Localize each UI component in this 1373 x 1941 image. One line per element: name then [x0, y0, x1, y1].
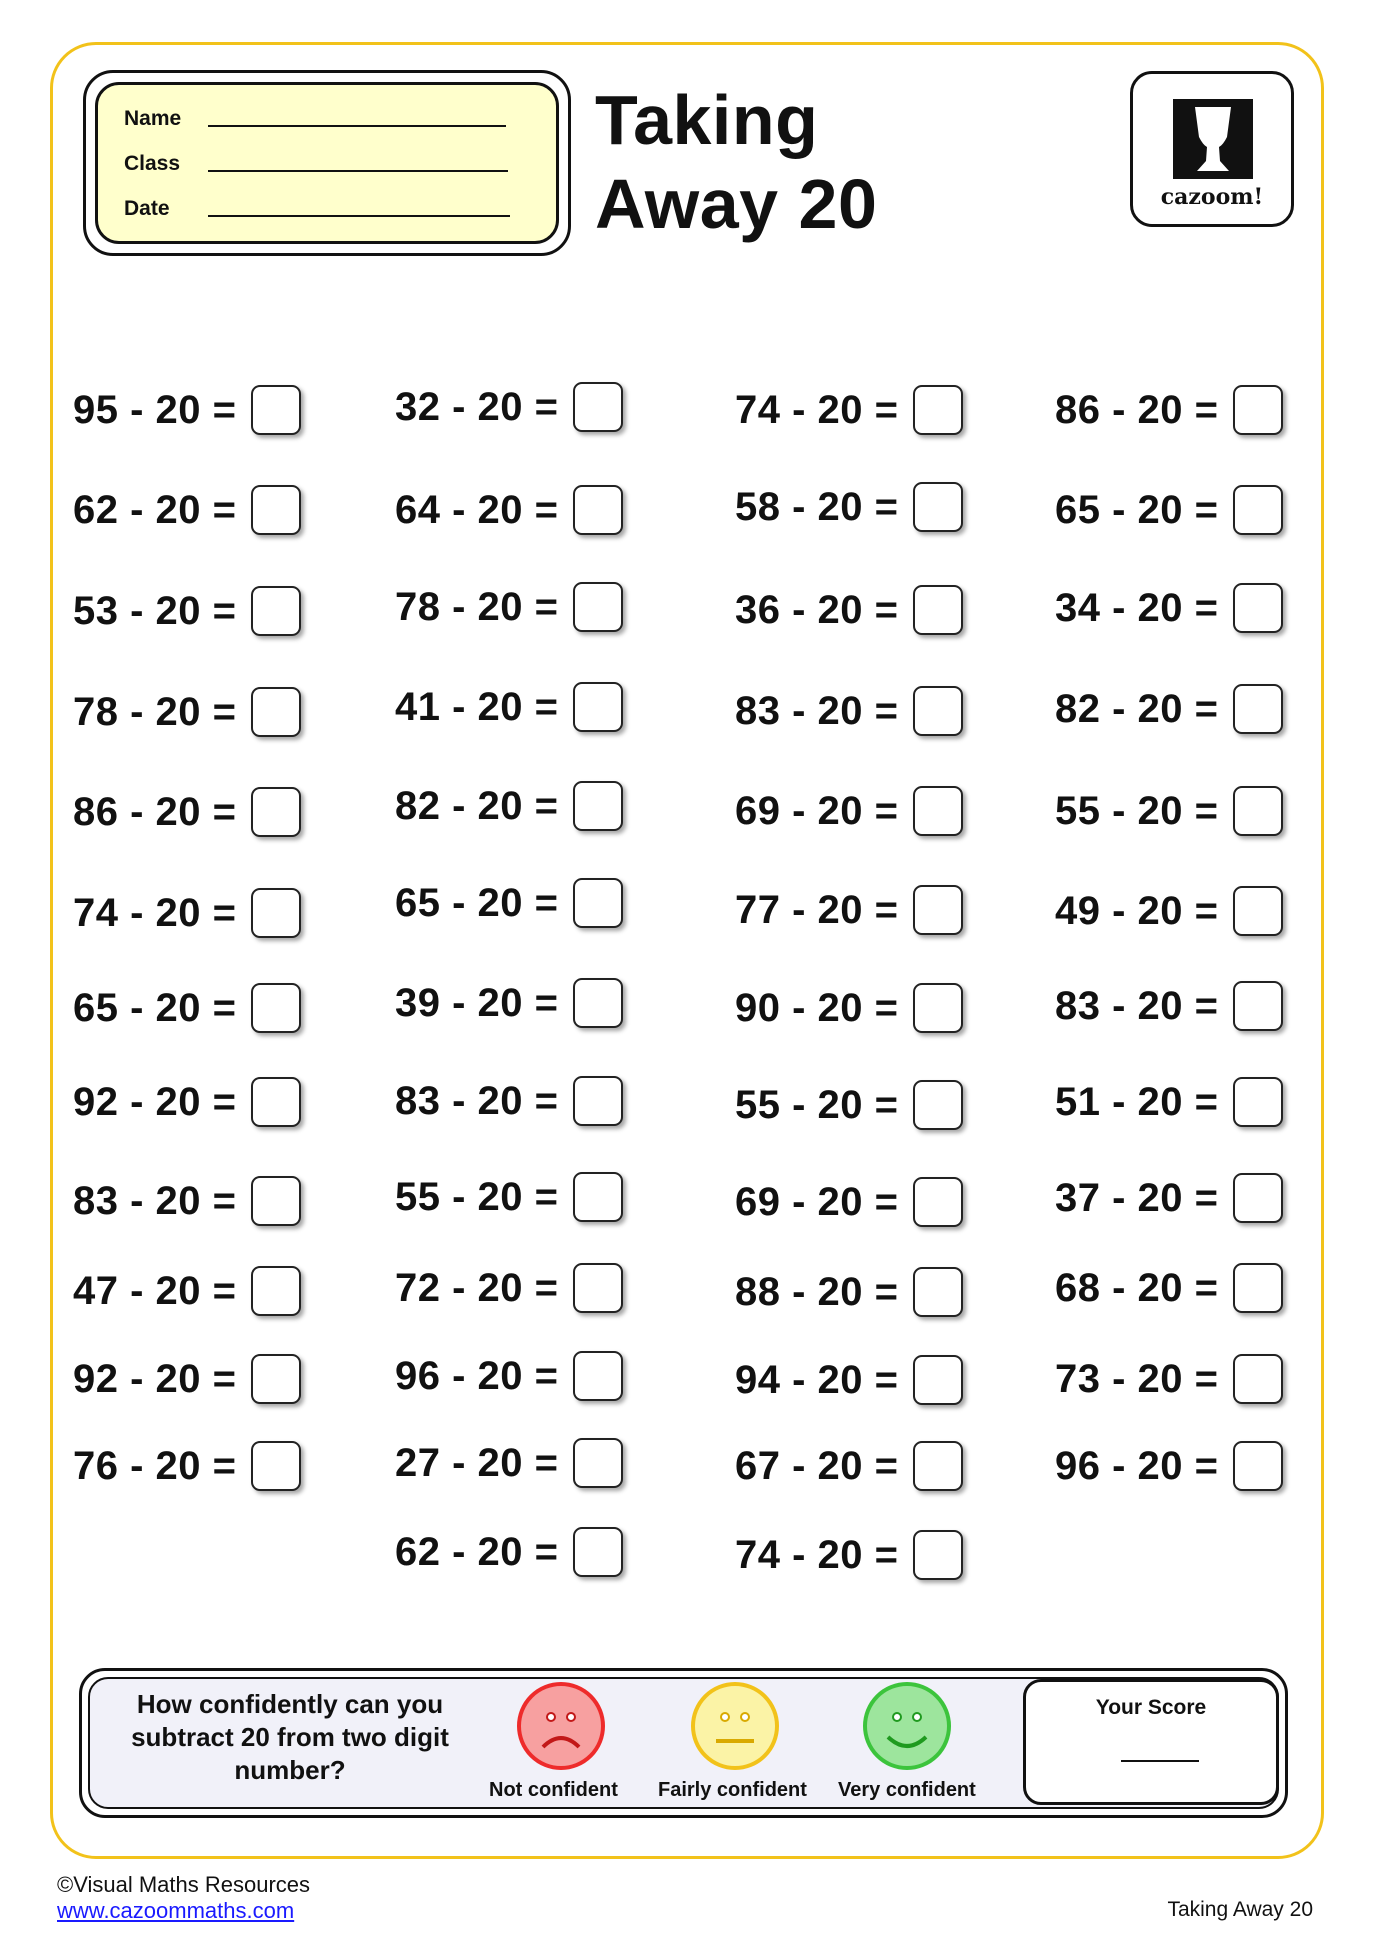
title-line-2: Away 20: [595, 165, 878, 243]
answer-box[interactable]: [1233, 1173, 1283, 1223]
question-expression: 83 - 20 =: [395, 1078, 559, 1123]
question-item: [735, 1266, 963, 1318]
question-item: [73, 1076, 301, 1128]
question-expression: 47 - 20 =: [73, 1268, 237, 1313]
answer-box[interactable]: [251, 385, 301, 435]
answer-box[interactable]: [573, 1172, 623, 1222]
question-expression: 27 - 20 =: [395, 1440, 559, 1485]
question-expression: 64 - 20 =: [395, 487, 559, 532]
class-row: [124, 152, 204, 176]
cazoom-logo: [1130, 71, 1294, 227]
question-item: [735, 982, 963, 1034]
question-item: [1055, 582, 1283, 634]
question-expression: 32 - 20 =: [395, 384, 559, 429]
question-item: [735, 785, 963, 837]
title-line-1: Taking: [595, 81, 819, 159]
question-item: [395, 977, 623, 1029]
fairly-confident-label: Fairly confident: [658, 1779, 807, 1801]
question-item: [1055, 1440, 1283, 1492]
question-item: [395, 1350, 623, 1402]
question-item: [73, 1175, 301, 1227]
question-item: [1055, 1172, 1283, 1224]
question-item: [73, 982, 301, 1034]
question-item: [73, 1440, 301, 1492]
question-expression: 96 - 20 =: [395, 1353, 559, 1398]
question-expression: 73 - 20 =: [1055, 1356, 1219, 1401]
question-item: [73, 384, 301, 436]
very-confident-label: Very confident: [838, 1779, 976, 1801]
question-item: [735, 481, 963, 533]
answer-box[interactable]: [573, 1351, 623, 1401]
question-item: [73, 1265, 301, 1317]
question-expression: 69 - 20 =: [735, 1179, 899, 1224]
confidence-question: How confidently can you subtract 20 from two digit number?: [131, 1689, 449, 1785]
answer-box[interactable]: [573, 1076, 623, 1126]
question-item: [395, 581, 623, 633]
answer-box[interactable]: [251, 1176, 301, 1226]
score-field[interactable]: [1121, 1760, 1199, 1762]
answer-box[interactable]: [251, 787, 301, 837]
answer-box[interactable]: [573, 978, 623, 1028]
answer-box[interactable]: [1233, 981, 1283, 1031]
question-item: [1055, 980, 1283, 1032]
question-item: [735, 1529, 963, 1581]
question-expression: 55 - 20 =: [735, 1082, 899, 1127]
question-item: [1055, 1262, 1283, 1314]
answer-box[interactable]: [1233, 886, 1283, 936]
answer-box[interactable]: [913, 686, 963, 736]
answer-box[interactable]: [573, 382, 623, 432]
question-item: [395, 1075, 623, 1127]
answer-box[interactable]: [1233, 786, 1283, 836]
question-expression: 76 - 20 =: [73, 1443, 237, 1488]
answer-box[interactable]: [1233, 583, 1283, 633]
question-expression: 65 - 20 =: [395, 880, 559, 925]
sad-face-icon[interactable]: [516, 1681, 606, 1771]
name-row: [124, 107, 204, 131]
answer-box[interactable]: [573, 781, 623, 831]
question-expression: 74 - 20 =: [735, 1532, 899, 1577]
answer-box[interactable]: [573, 582, 623, 632]
question-item: [735, 384, 963, 436]
website-link[interactable]: www.cazoommaths.com: [57, 1898, 295, 1923]
answer-box[interactable]: [1233, 385, 1283, 435]
answer-box[interactable]: [913, 1530, 963, 1580]
question-item: [395, 1262, 623, 1314]
score-box: [1023, 1679, 1279, 1805]
question-expression: 78 - 20 =: [73, 689, 237, 734]
question-item: [395, 877, 623, 929]
answer-box[interactable]: [573, 682, 623, 732]
question-item: [395, 1171, 623, 1223]
answer-box[interactable]: [913, 1267, 963, 1317]
question-item: [395, 1526, 623, 1578]
question-item: [1055, 384, 1283, 436]
question-item: [73, 1353, 301, 1405]
copyright-text: ©Visual Maths Resources: [57, 1872, 311, 1897]
name-label: Name: [124, 107, 182, 130]
question-item: [73, 686, 301, 738]
happy-face-icon[interactable]: [862, 1681, 952, 1771]
question-expression: 92 - 20 =: [73, 1356, 237, 1401]
question-expression: 65 - 20 =: [1055, 487, 1219, 532]
question-expression: 92 - 20 =: [73, 1079, 237, 1124]
question-expression: 82 - 20 =: [1055, 686, 1219, 731]
question-expression: 88 - 20 =: [735, 1269, 899, 1314]
question-expression: 68 - 20 =: [1055, 1265, 1219, 1310]
answer-box[interactable]: [573, 878, 623, 928]
question-item: [395, 381, 623, 433]
question-expression: 49 - 20 =: [1055, 888, 1219, 933]
question-expression: 72 - 20 =: [395, 1265, 559, 1310]
question-item: [1055, 484, 1283, 536]
question-item: [1055, 785, 1283, 837]
answer-box[interactable]: [1233, 1441, 1283, 1491]
answer-box[interactable]: [913, 1177, 963, 1227]
question-item: [395, 1437, 623, 1489]
question-expression: 37 - 20 =: [1055, 1175, 1219, 1220]
question-item: [395, 681, 623, 733]
question-expression: 53 - 20 =: [73, 588, 237, 633]
answer-box[interactable]: [1233, 1354, 1283, 1404]
student-info-box: [83, 70, 571, 256]
answer-box[interactable]: [251, 1077, 301, 1127]
question-item: [735, 1079, 963, 1131]
not-confident-label: Not confident: [489, 1779, 618, 1801]
answer-box[interactable]: [1233, 684, 1283, 734]
answer-box[interactable]: [1233, 485, 1283, 535]
question-item: [73, 786, 301, 838]
answer-box[interactable]: [251, 1354, 301, 1404]
page-border: [50, 42, 1324, 1859]
question-expression: 82 - 20 =: [395, 783, 559, 828]
answer-box[interactable]: [913, 385, 963, 435]
date-row: [124, 197, 204, 221]
question-expression: 51 - 20 =: [1055, 1079, 1219, 1124]
logo-text: cazoom!: [1160, 184, 1264, 210]
question-expression: 96 - 20 =: [1055, 1443, 1219, 1488]
question-expression: 67 - 20 =: [735, 1443, 899, 1488]
score-label: Your Score: [1095, 1696, 1207, 1719]
question-item: [395, 484, 623, 536]
answer-box[interactable]: [913, 983, 963, 1033]
question-expression: 39 - 20 =: [395, 980, 559, 1025]
answer-box[interactable]: [913, 885, 963, 935]
question-expression: 77 - 20 =: [735, 887, 899, 932]
question-expression: 74 - 20 =: [735, 387, 899, 432]
question-expression: 41 - 20 =: [395, 684, 559, 729]
answer-box[interactable]: [573, 1527, 623, 1577]
question-expression: 83 - 20 =: [735, 688, 899, 733]
question-expression: 83 - 20 =: [1055, 983, 1219, 1028]
answer-box[interactable]: [251, 687, 301, 737]
answer-box[interactable]: [251, 1441, 301, 1491]
question-item: [735, 1354, 963, 1406]
answer-box[interactable]: [251, 1266, 301, 1316]
question-item: [1055, 1076, 1283, 1128]
answer-box[interactable]: [573, 1438, 623, 1488]
question-item: [735, 884, 963, 936]
question-item: [735, 685, 963, 737]
question-expression: 55 - 20 =: [395, 1174, 559, 1219]
answer-box[interactable]: [913, 1080, 963, 1130]
answer-box[interactable]: [573, 485, 623, 535]
question-expression: 58 - 20 =: [735, 484, 899, 529]
question-item: [1055, 683, 1283, 735]
answer-box[interactable]: [913, 1441, 963, 1491]
question-item: [735, 584, 963, 636]
answer-box[interactable]: [913, 585, 963, 635]
question-expression: 34 - 20 =: [1055, 585, 1219, 630]
page-title: [595, 78, 877, 246]
question-expression: 36 - 20 =: [735, 587, 899, 632]
answer-box[interactable]: [251, 485, 301, 535]
question-expression: 74 - 20 =: [73, 890, 237, 935]
question-expression: 94 - 20 =: [735, 1357, 899, 1402]
name-field[interactable]: [208, 125, 506, 127]
date-field[interactable]: [208, 215, 510, 217]
question-item: [735, 1176, 963, 1228]
question-expression: 62 - 20 =: [73, 487, 237, 532]
answer-box[interactable]: [251, 888, 301, 938]
answer-box[interactable]: [1233, 1263, 1283, 1313]
answer-box[interactable]: [251, 983, 301, 1033]
neutral-face-icon[interactable]: [690, 1681, 780, 1771]
question-item: [735, 1440, 963, 1492]
class-label: Class: [124, 152, 181, 175]
question-item: [395, 780, 623, 832]
answer-box[interactable]: [913, 786, 963, 836]
answer-box[interactable]: [913, 1355, 963, 1405]
question-expression: 69 - 20 =: [735, 788, 899, 833]
answer-box[interactable]: [573, 1263, 623, 1313]
answer-box[interactable]: [251, 586, 301, 636]
question-expression: 65 - 20 =: [73, 985, 237, 1030]
goblet-icon: [1173, 99, 1253, 179]
question-item: [73, 484, 301, 536]
footer-page-title: Taking Away 20: [1167, 1898, 1313, 1921]
question-item: [73, 585, 301, 637]
question-item: [1055, 1353, 1283, 1405]
question-expression: 78 - 20 =: [395, 584, 559, 629]
question-expression: 86 - 20 =: [1055, 387, 1219, 432]
question-expression: 83 - 20 =: [73, 1178, 237, 1223]
question-item: [73, 887, 301, 939]
question-expression: 90 - 20 =: [735, 985, 899, 1030]
question-expression: 86 - 20 =: [73, 789, 237, 834]
question-item: [1055, 885, 1283, 937]
question-expression: 62 - 20 =: [395, 1529, 559, 1574]
question-expression: 55 - 20 =: [1055, 788, 1219, 833]
class-field[interactable]: [208, 170, 508, 172]
date-label: Date: [124, 197, 170, 220]
question-expression: 95 - 20 =: [73, 387, 237, 432]
answer-box[interactable]: [1233, 1077, 1283, 1127]
answer-box[interactable]: [913, 482, 963, 532]
